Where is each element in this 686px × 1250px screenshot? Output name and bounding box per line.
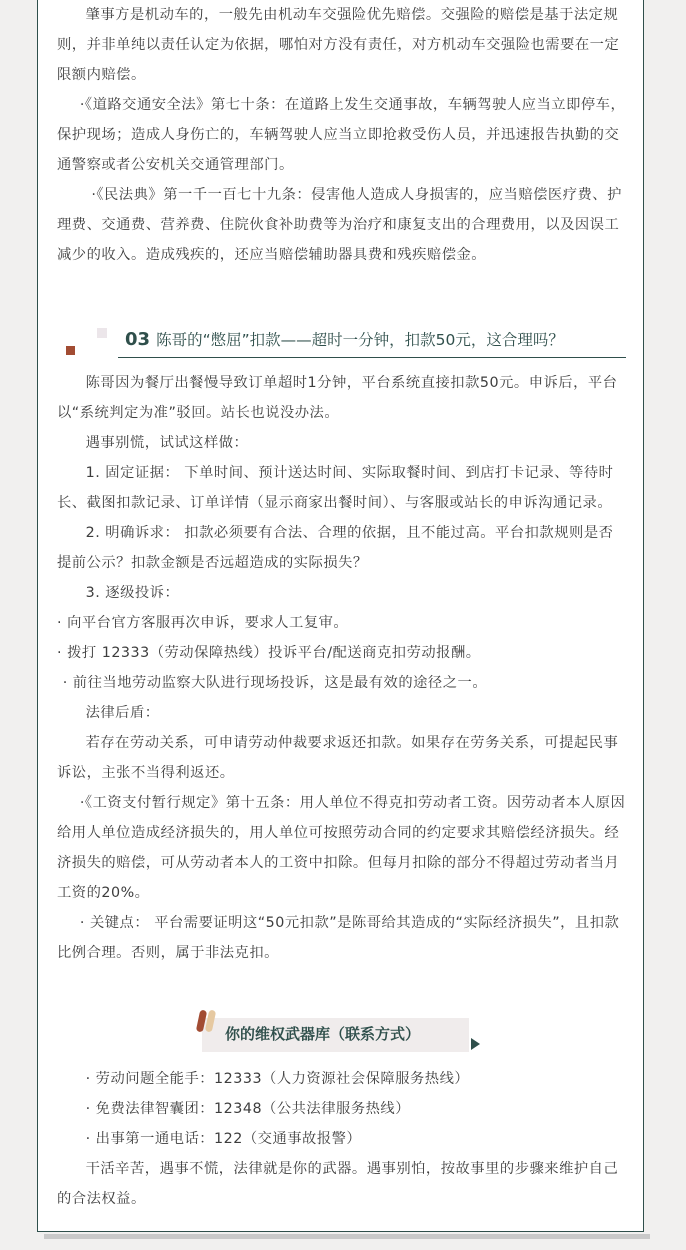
closing-paragraph: 干活辛苦，遇事不慌，法律就是你的武器。遇事别怕，按故事里的步骤来维护自己的合法权益。	[57, 1161, 619, 1207]
arsenal-title-block	[198, 1010, 483, 1056]
list-item: 1. 固定证据： 下单时间、预计送达时间、实际取餐时间、到店打卡记录、等待时长、截图扣款记录、订单详情（显示商家出餐时间）、与客服或站长的申诉沟通记录。	[57, 465, 614, 511]
section-title-text: 陈哥的“憋屈”扣款——超时一分钟，扣款50元，这合理吗？	[156, 331, 564, 349]
law-quote-wage: ·《工资支付暂行规定》第十五条：用人单位不得克扣劳动者工资。因劳动者本人原因给用人单位造成经济损失的，用人单位可按照劳动合同的约定要求其赔偿经济损失。经济损失的赔偿，可从劳动者本人的工资中扣除。但每月扣除的部分不得超过劳动者当月工资的20%。	[57, 795, 626, 901]
text-block-deduction	[57, 368, 627, 968]
contact-item: · 免费法律智囊团：12348（公共法律服务热线）	[85, 1101, 411, 1117]
law-quote-road-traffic: ·《道路交通安全法》第七十条：在道路上发生交通事故，车辆驾驶人应当立即停车，保护现场；造成人身伤亡的，车辆驾驶人应当立即抢救受伤人员，并迅速报告执勤的交通警察或者公安机关交通管理部门。	[57, 97, 626, 173]
list-item: 3. 逐级投诉：	[85, 585, 180, 601]
contact-item: · 出事第一通电话：122（交通事故报警）	[85, 1131, 362, 1147]
paragraph: 陈哥因为餐厅出餐慢导致订单超时1分钟，平台系统直接扣款50元。申诉后，平台以“系统判定为准”驳回。站长也说没办法。	[57, 375, 618, 421]
law-quote-civil-code: ·《民法典》第一千一百七十九条：侵害他人造成人身损害的，应当赔偿医疗费、护理费、交通费、营养费、住院伙食补助费等为治疗和康复支出的合理费用，以及因误工减少的收入。造成残疾的，还应当赔偿辅助器具费和残疾赔偿金。	[57, 187, 622, 263]
bullet-item: · 前往当地劳动监察大队进行现场投诉，这是最有效的途径之一。	[62, 675, 488, 691]
paragraph: 法律后盾：	[85, 705, 160, 721]
list-item: 2. 明确诉求： 扣款必须要有合法、合理的依据，且不能过高。平台扣款规则是否提前公示？扣款金额是否远超造成的实际损失？	[57, 525, 614, 571]
text-block-traffic	[57, 0, 627, 270]
paragraph: 遇事别慌，试试这样做：	[85, 435, 249, 451]
bullet-item: · 向平台官方客服再次申诉，要求人工复审。	[57, 615, 349, 631]
section-title	[125, 328, 564, 350]
text-block-contacts	[57, 1064, 627, 1214]
card-shadow	[44, 1234, 650, 1239]
square-decoration-icon	[97, 328, 107, 338]
bullet-item: · 拨打 12333（劳动保障热线）投诉平台/配送商克扣劳动报酬。	[57, 645, 481, 661]
square-bullet-icon	[66, 346, 75, 355]
section-number: 03	[125, 329, 151, 350]
contact-item: · 劳动问题全能手：12333（人力资源社会保障服务热线）	[85, 1071, 470, 1087]
paragraph: 肇事方是机动车的，一般先由机动车交强险优先赔偿。交强险的赔偿是基于法定规则，并非单纯以责任认定为依据，哪怕对方没有责任，对方机动车交强险也需要在一定限额内赔偿。	[57, 7, 620, 83]
arsenal-title: 你的维权武器库（联系方式）	[225, 1025, 421, 1043]
triangle-arrow-icon	[471, 1038, 480, 1050]
section-heading	[66, 322, 626, 362]
paragraph: 若存在劳动关系，可申请劳动仲裁要求返还扣款。如果存在劳务关系，可提起民事诉讼，主张不当得利返还。	[57, 735, 619, 781]
article-card	[37, 0, 644, 1232]
key-point: · 关键点： 平台需要证明这“50元扣款”是陈哥给其造成的“实际经济损失”，且扣款比例合理。否则，属于非法克扣。	[57, 915, 620, 961]
heading-underline	[118, 357, 626, 358]
